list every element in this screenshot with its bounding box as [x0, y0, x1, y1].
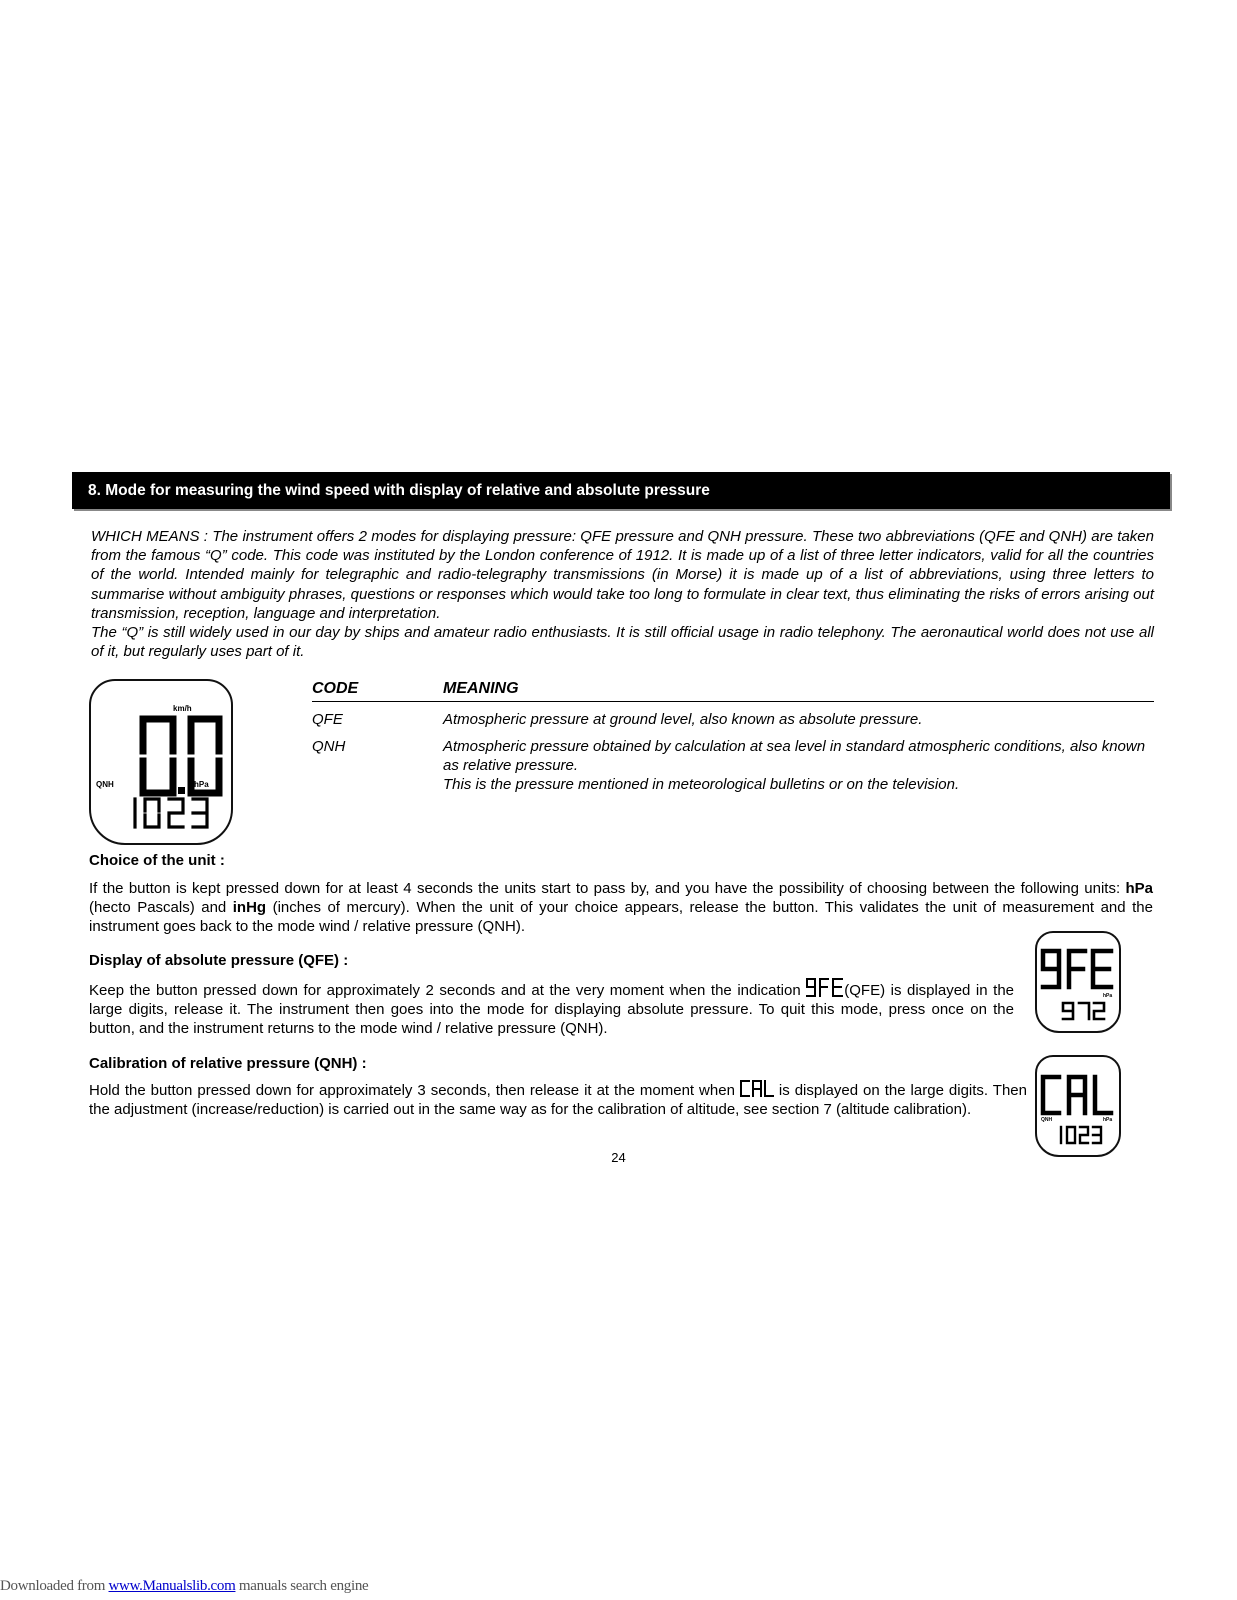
- qnh-heading: Calibration of relative pressure (QNH) :: [89, 1055, 367, 1072]
- small-digits-1023: [135, 799, 207, 827]
- device-display-qfe: [1035, 931, 1121, 1033]
- device-display-main: [89, 679, 233, 845]
- lcd-cal-svg: [1037, 1057, 1119, 1155]
- footer-suffix: manuals search engine: [235, 1578, 369, 1594]
- intro-paragraph-1: WHICH MEANS : The instrument offers 2 modes for displaying pressure: QFE pressure and QNH pressure. These two abbreviations (QFE and QNH) are taken from the famous “Q” code. This code was instituted by the London conference of 1912. It is made up of a list of three letter indicators, valid for all the countries of the world. Intended mainly for telegraphic and radio-telegraphy transmissions (in Morse) it is made up of a list of abbreviations, using three letters to summarise without ambiguity phrases, questions or responses which would take too long to formulate in clear text, thus eliminating the risks of errors arising out transmission, reception, language and interpretation.: [91, 528, 1154, 622]
- lcd-main-svg: [91, 681, 231, 843]
- qnh-text: [89, 1080, 1027, 1119]
- header-meaning: MEANING: [443, 680, 519, 697]
- unit-kmh-label: km/h: [173, 704, 192, 713]
- code-table-header: [312, 680, 1154, 702]
- footer-prefix: Downloaded from: [0, 1578, 109, 1594]
- big-digits-qfe: [1043, 951, 1111, 987]
- unit-choice-heading: Choice of the unit :: [89, 852, 225, 869]
- qfe-text-b: (QFE) is displayed in the large digits, release it. The instrument then goes into the mode for displaying absolute pressure. To quit this mode, press once on the button, and the instrument returns to the mode wind / relative pressure (QNH).: [89, 982, 1015, 1037]
- row-meaning: Atmospheric pressure at ground level, also known as absolute pressure.: [443, 711, 923, 728]
- big-digits-cal: [1043, 1077, 1111, 1113]
- unit-choice-text-c: (inches of mercury). When the unit of your choice appears, release the button. This validates the unit of measurement and the instrument goes back to the mode wind / relative pressure (QNH).: [89, 899, 1153, 935]
- header-code: CODE: [312, 680, 359, 697]
- row-meaning: Atmospheric pressure obtained by calculation at sea level in standard atmospheric conditions, also known as relative pressure.: [443, 738, 1146, 774]
- row-code: QNH: [312, 738, 346, 755]
- unit-choice-text-b: (hecto Pascals) and: [89, 899, 233, 916]
- qfe-heading: Display of absolute pressure (QFE) :: [89, 952, 349, 969]
- small-digits-cal-1023: [1061, 1127, 1101, 1143]
- unit-choice-text-a: If the button is kept pressed down for at least 4 seconds the units start to pass by, and you have the possibility of choosing between the following units:: [89, 880, 1126, 897]
- qnh-label: QNH: [96, 780, 114, 789]
- small-digits-972: [1063, 1003, 1104, 1019]
- footer: [0, 1578, 368, 1595]
- row-meaning-extra: This is the pressure mentioned in meteorological bulletins or on the television.: [443, 776, 960, 793]
- table-row: [312, 710, 1154, 729]
- table-row: [312, 737, 1154, 794]
- cal-unit-label: hPa: [1103, 1117, 1113, 1123]
- unit-inhg: inHg: [232, 899, 267, 916]
- cal-qnh-label: QNH: [1041, 1117, 1053, 1123]
- cal-inline-segment-icon: [740, 1080, 774, 1098]
- row-code: QFE: [312, 711, 343, 728]
- big-decimal-point: [178, 787, 185, 794]
- page-number: 24: [611, 1150, 626, 1165]
- unit-choice-text: [89, 879, 1153, 936]
- qfe-unit-label: hPa: [1103, 993, 1113, 999]
- intro-text: [91, 527, 1154, 661]
- qfe-inline-segment-icon: [806, 978, 844, 998]
- qfe-text: [89, 978, 1014, 1038]
- unit-hpa-label: hPa: [194, 780, 209, 789]
- section-title: 8. Mode for measuring the wind speed with display of relative and absolute pressure: [72, 472, 1170, 509]
- lcd-qfe-svg: [1037, 933, 1119, 1031]
- device-display-cal: [1035, 1055, 1121, 1157]
- qfe-text-a: Keep the button pressed down for approximately 2 seconds and at the very moment when the indication: [89, 982, 807, 999]
- footer-link[interactable]: www.Manualslib.com: [108, 1578, 236, 1594]
- unit-hpa: hPa: [1125, 880, 1153, 897]
- intro-paragraph-2: The “Q” is still widely used in our day by ships and amateur radio enthusiasts. It is still official usage in radio telephony. The aeronautical world does not use all of it, but regularly uses part of it.: [91, 624, 1154, 661]
- code-table: [312, 680, 1154, 794]
- row-meaning-cell: [443, 737, 1154, 794]
- qnh-text-a: Hold the button pressed down for approximately 3 seconds, then release it at the moment when: [89, 1082, 740, 1099]
- qnh-text-b: is displayed on the large digits. Then the adjustment (increase/reduction) is carried out in the same way as for the calibration of altitude, see section 7 (altitude calibration).: [89, 1082, 1027, 1118]
- big-digit-0a: [143, 719, 173, 793]
